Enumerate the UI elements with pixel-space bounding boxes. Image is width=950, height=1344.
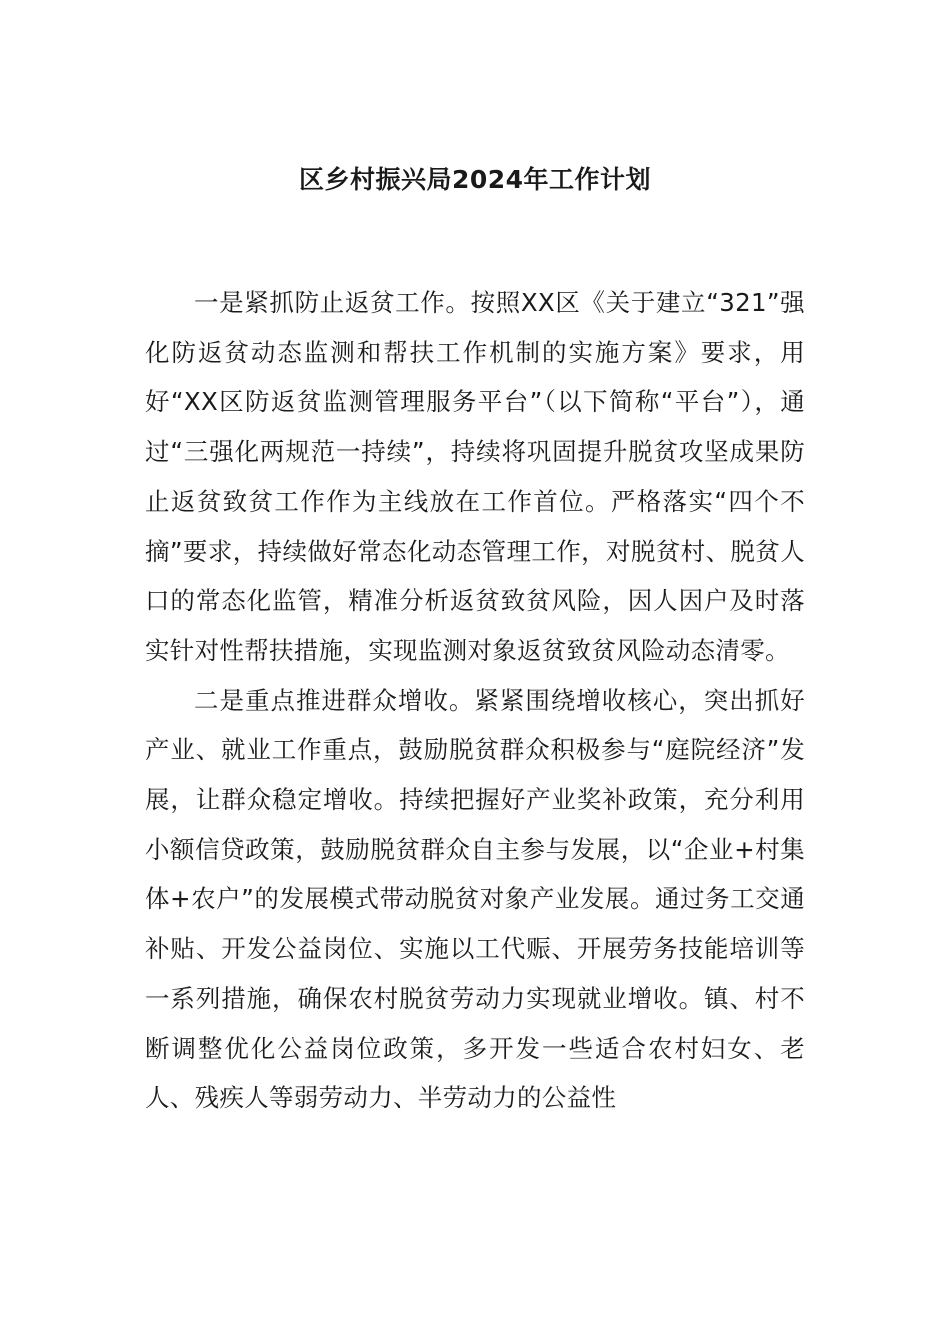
paragraph-income-increase: 二是重点推进群众增收。紧紧围绕增收核心，突出抓好产业、就业工作重点，鼓励脱贫群众积极参与“庭院经济”发展，让群众稳定增收。持续把握好产业奖补政策，充分利用小额信贷政策，鼓励脱贫群众自主参与发展，以“企业+村集体+农户”的发展模式带动脱贫对象产业发展。通过务工交通补贴、开发公益岗位、实施以工代赈、开展劳务技能培训等一系列措施，确保农村脱贫劳动力实现就业增收。镇、村不断调整优化公益岗位政策，多开发一些适合农村妇女、老人、残疾人等弱劳动力、半劳动力的公益性: [145, 685, 805, 1113]
document-title: 区乡村振兴局2024年工作计划: [298, 165, 652, 194]
document-body: [145, 278, 805, 1123]
paragraph-prevent-poverty-return: 一是紧抓防止返贫工作。按照XX区《关于建立“321”强化防返贫动态监测和帮扶工作机制的实施方案》要求，用好“XX区防返贫监测管理服务平台”（以下简称“平台”），通过“三强化两规范一持续”，持续将巩固提升脱贫攻坚成果防止返贫致贫工作作为主线放在工作首位。严格落实“四个不摘”要求，持续做好常态化动态管理工作，对脱贫村、脱贫人口的常态化监管，精准分析返贫致贫风险，因人因户及时落实针对性帮扶措施，实现监测对象返贫致贫风险动态清零。: [145, 288, 805, 665]
